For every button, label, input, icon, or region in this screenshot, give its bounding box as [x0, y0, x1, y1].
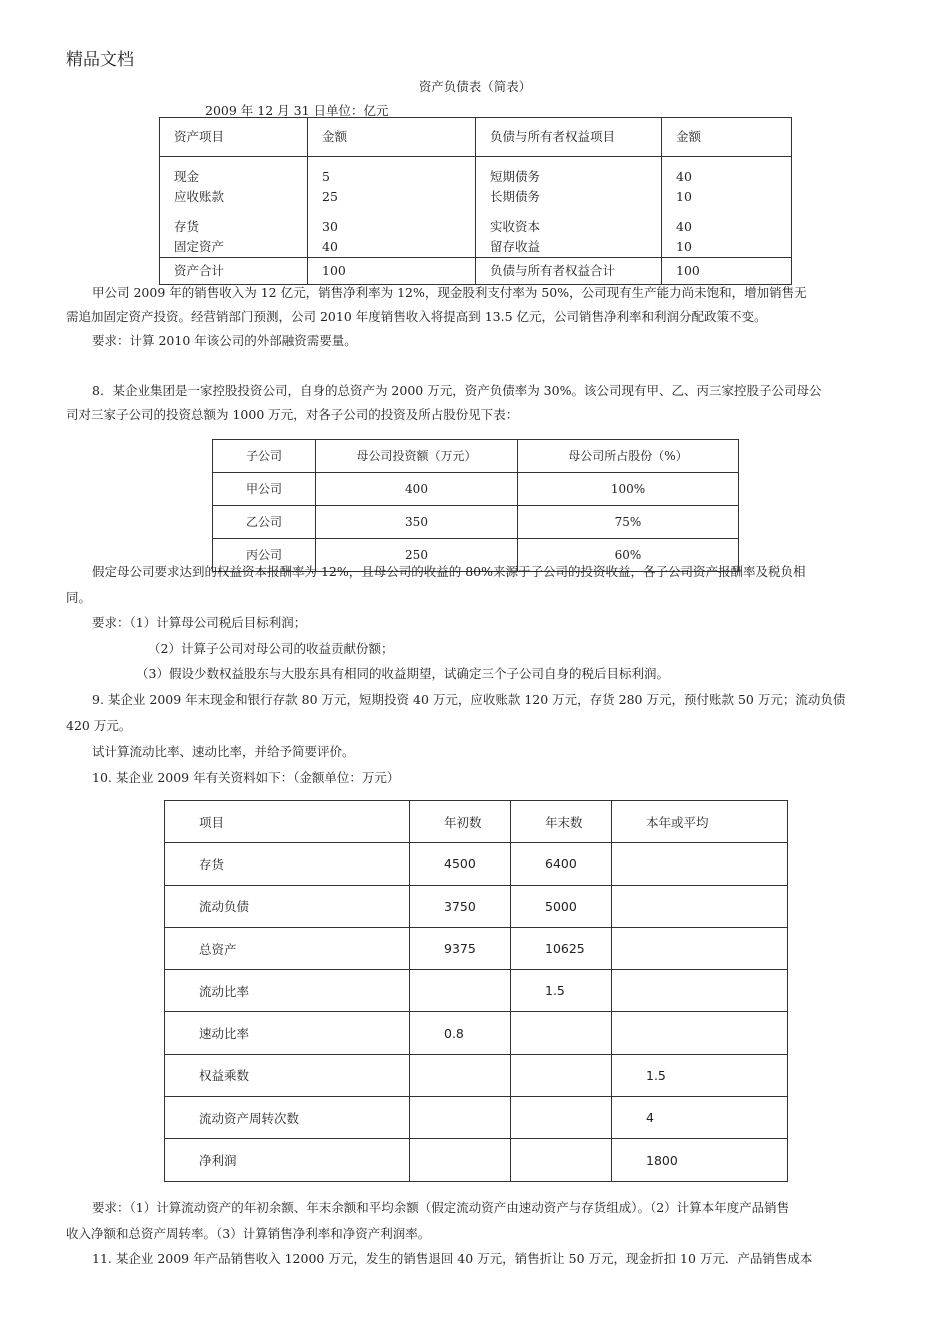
cell: 流动资产周转次数 — [165, 1097, 410, 1139]
cell: 4 — [612, 1097, 788, 1139]
q8-text — [66, 379, 888, 427]
header-cell: 负债与所有者权益项目 — [476, 118, 662, 157]
table-row — [165, 1097, 788, 1139]
table-header-row — [160, 118, 792, 157]
watermark: 精品文档 — [66, 50, 134, 70]
cell: 25 — [308, 187, 476, 207]
table-header-row — [213, 440, 739, 473]
requirement: （3）假设少数权益股东与大股东具有相同的收益期望，试确定三个子公司自身的税后目标利润。 — [136, 666, 669, 681]
cell: 40 — [662, 217, 792, 237]
cell — [410, 1054, 511, 1096]
cell: 速动比率 — [165, 1012, 410, 1054]
cell: 存货 — [160, 217, 308, 237]
table-row — [213, 506, 739, 539]
cell: 5 — [308, 167, 476, 187]
balance-sheet-table — [159, 117, 792, 285]
cell: 净利润 — [165, 1139, 410, 1181]
cell: 固定资产 — [160, 237, 308, 258]
cell — [410, 970, 511, 1012]
cell: 丙公司 — [213, 539, 316, 572]
cell — [612, 970, 788, 1012]
cell: 5000 — [511, 885, 612, 927]
q10-intro: 10. 某企业 2009 年有关资料如下：（金额单位：万元） — [92, 770, 400, 785]
header-cell: 母公司所占股份（%） — [518, 440, 739, 473]
cell: 甲公司 — [213, 473, 316, 506]
cell: 实收资本 — [476, 217, 662, 237]
paragraph-line: 420 万元。 — [66, 718, 132, 733]
table-row — [165, 970, 788, 1012]
requirement: 试计算流动比率、速动比率，并给予简要评价。 — [92, 744, 355, 759]
table-row — [165, 1139, 788, 1181]
requirement: 要求：计算 2010 年该公司的外部融资需要量。 — [92, 333, 357, 348]
cell: 权益乘数 — [165, 1054, 410, 1096]
table-row — [213, 473, 739, 506]
header-cell: 子公司 — [213, 440, 316, 473]
header-cell: 年末数 — [511, 801, 612, 843]
header-cell: 资产项目 — [160, 118, 308, 157]
subsidiary-table — [212, 439, 739, 572]
q9-text — [66, 687, 888, 791]
header-cell: 金额 — [308, 118, 476, 157]
balance-sheet-title: 资产负债表（简表） — [418, 79, 532, 94]
financial-data-table — [164, 800, 788, 1182]
cell — [511, 1097, 612, 1139]
header-cell: 本年或平均 — [612, 801, 788, 843]
q10-requirements — [66, 1195, 888, 1272]
cell: 乙公司 — [213, 506, 316, 539]
requirement: （2）计算子公司对母公司的收益贡献份额； — [148, 640, 394, 656]
cell: 存货 — [165, 843, 410, 885]
table-row — [165, 1054, 788, 1096]
cell: 流动比率 — [165, 970, 410, 1012]
q11-text: 11. 某企业 2009 年产品销售收入 12000 万元，发生的销售退回 40 万元，销售折让 50 万元，现金折扣 10 万元．产品销售成本 — [92, 1251, 813, 1266]
cell: 400 — [316, 473, 518, 506]
table-row — [160, 217, 792, 237]
cell: 100% — [518, 473, 739, 506]
cell: 留存收益 — [476, 237, 662, 258]
cell: 60% — [518, 539, 739, 572]
paragraph-line: 9. 某企业 2009 年末现金和银行存款 80 万元，短期投资 40 万元，应收账款 120 万元，存货 280 万元，预付账款 50 万元；流动负债 — [92, 692, 846, 707]
cell: 短期债务 — [476, 167, 662, 187]
table-header-row — [165, 801, 788, 843]
cell — [410, 1097, 511, 1139]
paragraph-line: 8．某企业集团是一家控股投资公司，自身的总资产为 2000 万元，资产负债率为 30%。该公司现有甲、乙、丙三家控股子公司母公 — [92, 383, 822, 398]
table-row — [165, 1012, 788, 1054]
cell: 0.8 — [410, 1012, 511, 1054]
cell: 75% — [518, 506, 739, 539]
cell — [612, 885, 788, 927]
header-cell: 金额 — [662, 118, 792, 157]
cell: 250 — [316, 539, 518, 572]
paragraph-line: 要求：（1）计算流动资产的年初余额、年末余额和平均余额（假定流动资产由速动资产与存货组成）。（2）计算本年度产品销售 — [92, 1200, 790, 1215]
table-row — [160, 167, 792, 187]
cell: 100 — [662, 258, 792, 285]
cell: 40 — [662, 167, 792, 187]
cell: 1.5 — [511, 970, 612, 1012]
cell: 负债与所有者权益合计 — [476, 258, 662, 285]
cell: 6400 — [511, 843, 612, 885]
cell — [612, 843, 788, 885]
header-cell: 年初数 — [410, 801, 511, 843]
cell: 10 — [662, 187, 792, 207]
cell: 350 — [316, 506, 518, 539]
q8-requirements — [66, 559, 888, 687]
cell: 现金 — [160, 167, 308, 187]
cell: 30 — [308, 217, 476, 237]
header-cell: 母公司投资额（万元） — [316, 440, 518, 473]
cell: 1800 — [612, 1139, 788, 1181]
header-cell: 项目 — [165, 801, 410, 843]
cell — [511, 1054, 612, 1096]
table-row — [165, 927, 788, 969]
cell: 1.5 — [612, 1054, 788, 1096]
table-row — [160, 237, 792, 258]
paragraph-line: 收入净额和总资产周转率。（3）计算销售净利率和净资产利润率。 — [66, 1225, 431, 1241]
table-row — [165, 885, 788, 927]
cell: 3750 — [410, 885, 511, 927]
cell — [511, 1139, 612, 1181]
balance-sheet-subtitle: 2009 年 12 月 31 日单位：亿元 — [205, 103, 389, 118]
paragraph-line: 甲公司 2009 年的销售收入为 12 亿元，销售净利率为 12%，现金股利支付率为 50%，公司现有生产能力尚未饱和，增加销售无 — [92, 285, 807, 300]
cell — [410, 1139, 511, 1181]
cell: 总资产 — [165, 927, 410, 969]
cell: 40 — [308, 237, 476, 258]
cell — [511, 1012, 612, 1054]
cell: 长期债务 — [476, 187, 662, 207]
cell: 资产合计 — [160, 258, 308, 285]
table-row — [160, 187, 792, 207]
cell: 100 — [308, 258, 476, 285]
table-row — [165, 843, 788, 885]
paragraph-line: 司对三家子公司的投资总额为 1000 万元，对各子公司的投资及所占股份见下表： — [66, 407, 519, 422]
paragraph-line: 同。 — [66, 589, 92, 605]
requirement: 要求：（1）计算母公司税后目标利润； — [92, 615, 307, 630]
cell: 4500 — [410, 843, 511, 885]
cell — [612, 927, 788, 969]
cell: 9375 — [410, 927, 511, 969]
cell: 应收账款 — [160, 187, 308, 207]
paragraph-line: 需追加固定资产投资。经营销部门预测，公司 2010 年度销售收入将提高到 13.5 亿元，公司销售净利率和利润分配政策不变。 — [66, 309, 767, 324]
paragraph-line: 假定母公司要求达到的权益资本报酬率为 12%，且母公司的收益的 80%来源于子公司的投资收益，各子公司资产报酬率及税负相 — [92, 564, 806, 579]
cell: 10625 — [511, 927, 612, 969]
cell: 流动负债 — [165, 885, 410, 927]
cell — [612, 1012, 788, 1054]
cell: 10 — [662, 237, 792, 258]
q7-text — [66, 281, 888, 353]
